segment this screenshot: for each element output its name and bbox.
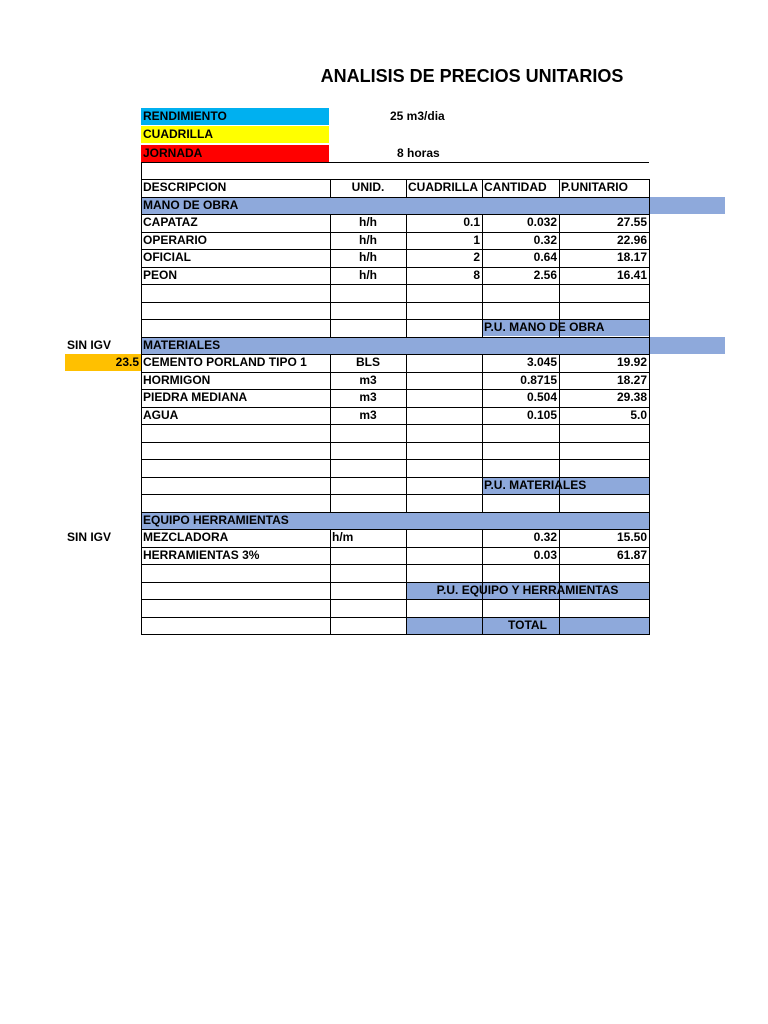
row-desc: HORMIGON: [143, 373, 211, 387]
section-mano-de-obra: MANO DE OBRA: [143, 198, 239, 212]
grid-row-line: [141, 284, 650, 285]
row-desc: OFICIAL: [143, 250, 191, 264]
subtotal-materiales: P.U. MATERIALES: [484, 478, 587, 492]
row-desc: AGUA: [143, 408, 179, 422]
row-cantidad: 0.504: [526, 390, 557, 404]
section-equipo: EQUIPO HERRAMIENTAS: [143, 513, 289, 527]
row-unid: h/h: [359, 268, 377, 282]
total-label: TOTAL: [508, 618, 547, 632]
rendimiento-value: 25 m3/dia: [390, 109, 445, 123]
row-desc: PIEDRA MEDIANA: [143, 390, 248, 404]
row-desc: CEMENTO PORLAND TIPO 1: [143, 355, 307, 369]
grid-row-line: [141, 634, 650, 635]
row-pu: 18.17: [616, 250, 647, 264]
row-cantidad: 0.03: [533, 548, 557, 562]
row-cuadrilla: 8: [473, 268, 480, 282]
page-title: ANALISIS DE PRECIOS UNITARIOS: [320, 66, 624, 86]
row-cuadrilla: 0.1: [463, 215, 480, 229]
row-unid: h/m: [332, 530, 354, 544]
row-pu: 5.0: [630, 408, 647, 422]
header-divider: [141, 162, 649, 163]
row-pu: 61.87: [616, 548, 647, 562]
row-unid: BLS: [356, 355, 380, 369]
row-pu: 18.27: [616, 373, 647, 387]
grid-row-line: [141, 442, 650, 443]
row-desc: OPERARIO: [143, 233, 208, 247]
equipo-side-label: SIN IGV: [67, 530, 112, 544]
col-cantidad: CANTIDAD: [484, 180, 547, 194]
cuadrilla-label: CUADRILLA: [141, 126, 329, 143]
grid-col-line: [649, 179, 650, 635]
row-pu: 15.50: [616, 530, 647, 544]
row-unid: h/h: [359, 215, 377, 229]
row-unid: [330, 547, 406, 564]
row-unid: m3: [359, 390, 377, 404]
grid-row-line: [141, 459, 650, 460]
row-unid: h/h: [359, 233, 377, 247]
subtotal-mano-obra: P.U. MANO DE OBRA: [484, 320, 605, 334]
col-cuadrilla: CUADRILLA: [408, 180, 478, 194]
row-cuadrilla: 2: [473, 250, 480, 264]
materiales-side-value: 23.5: [65, 354, 141, 371]
row-desc: PEON: [143, 268, 178, 282]
row-pu: 27.55: [616, 215, 647, 229]
grid-row-line: [141, 599, 650, 600]
row-cantidad: 0.32: [533, 530, 557, 544]
section-materiales: MATERIALES: [143, 338, 221, 352]
grid-col-line: [406, 354, 407, 513]
row-cantidad: 0.64: [533, 250, 557, 264]
col-unid: UNID.: [351, 180, 385, 194]
row-desc: HERRAMIENTAS 3%: [143, 548, 260, 562]
row-unid: m3: [359, 408, 377, 422]
row-cantidad: 0.105: [526, 408, 557, 422]
col-descripcion: DESCRIPCION: [143, 180, 227, 194]
row-pu: 19.92: [616, 355, 647, 369]
col-pu: P.UNITARIO: [561, 180, 628, 194]
row-unid: h/h: [359, 250, 377, 264]
row-cantidad: 0.032: [526, 215, 557, 229]
header-left-border: [141, 162, 142, 179]
grid-row-line: [141, 494, 650, 495]
jornada-label: JORNADA: [141, 145, 329, 162]
row-desc: CAPATAZ: [143, 215, 198, 229]
grid-row-line: [141, 564, 650, 565]
subtotal-equipo: P.U. EQUIPO Y HERRAMIENTAS: [436, 583, 619, 597]
materiales-side-label: SIN IGV: [67, 338, 112, 352]
row-cantidad: 0.8715: [520, 373, 557, 387]
jornada-value: 8 horas: [397, 146, 440, 160]
row-pu: 22.96: [616, 233, 647, 247]
row-desc: MEZCLADORA: [143, 530, 229, 544]
rendimiento-label: RENDIMIENTO: [141, 108, 329, 125]
row-cuadrilla: 1: [473, 233, 480, 247]
grid-row-line: [141, 302, 650, 303]
row-unid: m3: [359, 373, 377, 387]
row-cantidad: 0.32: [533, 233, 557, 247]
row-pu: 29.38: [616, 390, 647, 404]
row-cantidad: 3.045: [526, 355, 557, 369]
row-pu: 16.41: [616, 268, 647, 282]
row-cantidad: 2.56: [533, 268, 557, 282]
grid-row-line: [141, 424, 650, 425]
